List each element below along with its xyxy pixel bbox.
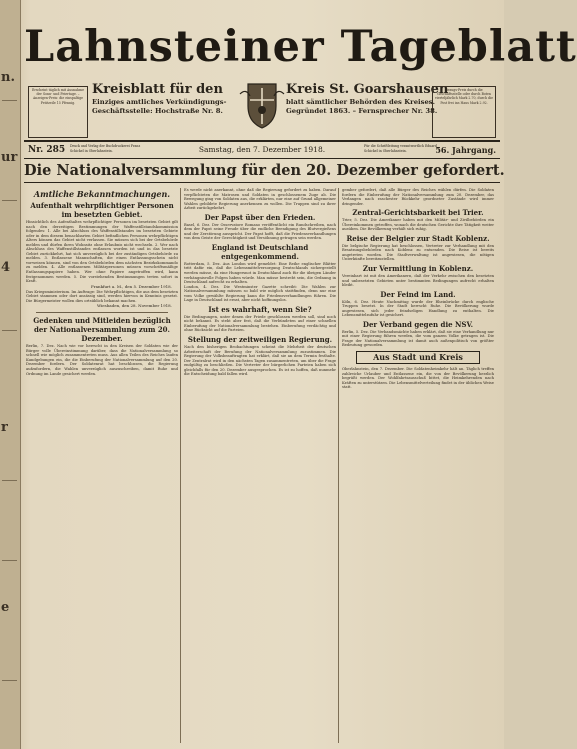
article-heading: Zur Vermittlung in Koblenz.: [362, 264, 474, 274]
article-body: Trier, 5. Dez. Die Amerikaner haben mit den Militär- und Zivilbehörden ein Übereinkommen getroffen, wonach die deutschen Gerichte ihre Tätigkeit weiter ausüben. Die Bevölkerung verhält sich ruhig.: [342, 218, 494, 232]
article-body: Das Kriegsministerium. Im Auftrage: Die Wehrpflichtigen, die aus dem besetzten Gebiet stammen oder dort ansässig sind, werden hiervon in Kenntnis gesetzt. Die Bürgermeister wollen dies ortsüblich bekannt machen.: [26, 289, 178, 303]
local-news-heading: Aus Stadt und Kreis: [356, 351, 480, 364]
subtitle-right-big: Kreis St. Goarshausen: [286, 82, 449, 97]
strip-glyph: ur: [1, 150, 18, 165]
editor-note: Für die Schriftleitung verantwortlich Eduard Schickel in Oberlahnstein.: [364, 144, 437, 153]
article-heading: Gedenken und Mitleiden bezüglich der Nationalversammlung zum 20. Dezember.: [33, 316, 171, 344]
article-body: Basel, 6. Dez. Der Osservatore Romano veröffentlicht ein Rundschreiben, nach dem der Papst seine Freude über die endliche Beendigung des Blutvergießens und der Zerstörung ausspricht. Der Papst hofft, daß die Friedensverhandlungen von dem Geiste der Gerechtigkeit und Versöhnung getragen sein werden.: [184, 222, 336, 241]
column-2: [184, 188, 336, 744]
article-body: Vereinbart ist mit den Amerikanern, daß der Verkehr zwischen den besetzten und unbesetzten Gebieten unter bestimmten Bedingungen aufrecht erhalten bleibt.: [342, 274, 494, 288]
article-heading: Zentral-Gerichtsbarkeit bei Trier.: [352, 208, 484, 218]
article-body: London, 4. Dez. Die Westminster Gazette schreibt: Die Wahlen zur Nationalversammlung müssen so bald wie möglich stattfinden, denn nur eine vom Volke gewählte Regierung kann die Friedensverhandlungen führen. Die Lage in Deutschland ist ernst, aber nicht hoffnungslos.: [184, 284, 336, 303]
article-heading: Der Papst über den Frieden.: [204, 212, 316, 222]
founded-phone: Gegründet 1863. – Fernsprecher Nr. 38.: [286, 107, 438, 115]
office-address: Geschäftsstelle: Hochstraße Nr. 8.: [92, 107, 223, 115]
article-signature: Frankfurt a. M., den 5. Dezember 1918.: [90, 283, 172, 289]
column-3: [342, 188, 494, 744]
masthead-subtitle: [24, 80, 500, 138]
strip-glyph: e: [1, 600, 10, 615]
issue-number: Nr. 285: [28, 145, 66, 155]
separator-rule: [36, 312, 168, 313]
section-heading: Amtliche Bekanntmachungen.: [33, 189, 171, 199]
article-heading: Stellung der zeitweiligen Regierung.: [187, 335, 333, 345]
article-heading: England ist Deutschland entgegenkommend.: [211, 242, 309, 261]
subscription-text-left: Erscheint täglich mit Ausnahme der Sonn- und Feiertage. – Anzeigen-Preis: die einspaltige Petitzeile 15 Pfennig.: [32, 88, 84, 105]
issue-info-bar: [24, 140, 500, 159]
article-heading: Der Feind im Land.: [380, 289, 456, 299]
article-body: Köln, 6. Dez. Heute Nachmittag wurde der Rheinbrücke durch englische Truppen besetzt. In der Stadt herrscht Ruhe. Die Bevölkerung wurde angewiesen, sich jeder feindseligen Handlung zu enthalten. Die Lebensmittelzufuhr ist gesichert.: [342, 299, 494, 318]
subscription-box-right: [432, 86, 496, 138]
article-body: Oberlahnstein, den 7. Dezember. Die Soldatenheimkehr hält an. Täglich treffen zahlreiche Urlauber und Entlassene ein, die von der Bevölkerung herzlich begrüßt werden. Der Wohlfahrtsausschuß bittet, die Heimkehrenden nach Kräften zu unterstützen. Die Lebensmittelverteilung findet in der üblichen Weise statt.: [342, 367, 494, 390]
subscription-text-right: Bezugs-Preis durch die Geschäftsstelle oder durch Boten vierteljährlich Mark 2.70, durch die Post frei ins Haus Mark 2.92.: [435, 88, 493, 105]
subtitle-left-big: Kreisblatt für den: [92, 82, 223, 97]
volume-year: 56. Jahrgang.: [435, 145, 496, 155]
column-divider: [180, 188, 181, 743]
strip-glyph: 4: [1, 260, 11, 275]
article-body: gember gefordert, daß alle Bürger des Reiches wählen dürfen. Die Soldaten fordern die Einberufung der Nationalversammlung zum 20. Dezember, das Verlangen nach raschester Rückkehr geordneter Zustände wird immer dringender.: [342, 188, 494, 206]
article-body: Die belgische Regierung hat beschlossen, Vertreter zur Verhandlung mit den Besatzungsbehörden nach Koblenz zu entsenden. Die Reise ist bereits angetreten worden. Die Stadtverwaltung ist angewiesen, die nötigen Unterkünfte bereitzustellen.: [342, 243, 494, 262]
article-body: Hinsichtlich des Aufenthaltes wehrpflichtiger Personen im besetzten Gebiet gilt nach den derzeitigen Bestimmungen der Waffenstillstandskommission folgendes: 1. Alle bei Abschluss des Waffenstillstandes im besetzten Gebiete oder in dem diesem benachbarten Gebiet befindlichen Personen wehrpflichtigen Alters können das Gebiet nicht verlassen. Sie müssen sich bei der Ortsbehörde melden und dürfen ihren Wohnsitz ohne Erlaubnis nicht wechseln. 2. Wer nach Abschluss des Waffenstillstandes entlassen worden ist und in das besetzte Gebiet zurückkehrt, hat sich unverzüglich bei der zuständigen Ortsbehörde zu melden. 3. Entlassene Mannschaften, die einen Entlassungsschein nicht vorweisen können, sind von den Ortsbehörden dem nächsten Bezirkskommando zu melden. 4. Alle entlassenen Militärpersonen müssen vorschriftsmäßige Entlassungspapiere haben. Wer ohne Papiere angetroffen wird, kann festgenommen werden. 5. Die vorstehenden Bestimmungen treten sofort in Kraft.: [26, 220, 178, 284]
issue-date: Samstag, den 7. Dezember 1918.: [198, 145, 326, 154]
masthead-title: Lahnsteiner Tageblatt: [24, 22, 577, 72]
article-body: Es werde nicht anerkannt, ohne daß die Regierung gefordert zu haben. Darauf verpflichteten die Matrosen und Soldaten in geschlossenem Zuge ab. Die Bewegung ging von Soldaten aus, die erklärten, nur eine auf Grund allgemeiner Wahlen gebildete Regierung anerkennen zu wollen. Die Truppen sind zu ihrer Arbeit zurückgekehrt.: [184, 188, 336, 211]
subtitle-left: [92, 82, 242, 116]
article-body: Berlin, 7. Dez. Nach wie vor herrscht in den Kreisen der Soldaten wie der Bürger volle Übereinstimmung darüber, dass die Nationalversammlung so schnell wie möglich zusammentreten muss. Aus allen Teilen des Reiches laufen Kundgebungen ein, die die Einberufung der Nationalversammlung auf den 20. Dezember fordern. Der Soldatenrat hat beschlossen, die Regierung aufzufordern, die Wahlen unverzüglich auszuschreiben, damit Ruhe und Ordnung im Lande gesichert werden.: [26, 344, 178, 376]
article-body: Rotterdam, 5. Dez. Aus London wird gemeldet: Eine Reihe englischer Blätter tritt dafür ein, daß die Lebensmittelversorgung Deutschlands sichergestellt werden müsse, da eine Hungersnot in Deutschland auch für die übrigen Länder verhängnisvolle Folgen haben würde. Man müsse bestrebt sein, die Ordnung in Deutschland aufrecht zu erhalten.: [184, 261, 336, 285]
adjacent-page-strip: [0, 0, 21, 749]
article-signature: Wiesbaden, den 28. November 1918.: [96, 303, 172, 309]
subtitle-right: [286, 82, 449, 116]
article-heading: Der Verband gegen die NSV.: [362, 319, 474, 329]
subtitle-left-small: Einziges amtliches Verkündigungs-: [92, 98, 227, 106]
subtitle-right-small: blatt sämtlicher Behörden des Kreises.: [286, 98, 435, 106]
column-1: [26, 188, 178, 744]
strip-glyph: n.: [1, 70, 15, 85]
article-heading: Reise der Belgier zur Stadt Koblenz.: [346, 233, 490, 243]
coat-of-arms-icon: [238, 80, 286, 130]
article-heading: Ist es wahrhaft, wenn Sie?: [208, 304, 312, 314]
article-heading: Aufenthalt wehrpflichtiger Personen im besetzten Gebiet.: [30, 201, 174, 219]
article-body: Berlin, 5. Dez. Die Verbandsmächte haben erklärt, daß sie eine Verhandlung nur mit einer Regierung führen werden, die vom ganzen Volke getragen ist. Die Frage der Nationalversammlung ist damit auch außenpolitisch von größter Bedeutung geworden.: [342, 329, 494, 348]
newspaper-sheet: [24, 0, 577, 749]
article-body: Nach den bisherigen Beobachtungen scheint die Mehrheit der deutschen Arbeiterschaft der Berufung der Nationalversammlung zuzustimmen. Die Regierung der Volksbeauftragten hat erklärt, daß sie an dem Termin festhalte. Der Zentralrat wird in den nächsten Tagen zusammentreten, um über die Frage endgültig zu beschließen. Die Vertreter der bürgerlichen Parteien haben sich gleichfalls für den 20. Dezember ausgesprochen. Es ist zu hoffen, daß nunmehr die Entscheidung bald fallen wird.: [184, 345, 336, 377]
article-body: Die Bedingungen, unter denen der Friede geschlossen werden soll, sind noch nicht bekannt. Es steht aber fest, daß die Verbündeten auf einer schnellen Einberufung der Nationalversammlung bestehen. Einberufung verdächtig und ohne Rücksicht auf die Parteien.: [184, 314, 336, 333]
main-headline: Die Nationalversammlung für den 20. Dezember gefordert.: [24, 160, 500, 183]
publisher-note: Druck und Verlag der Buchdruckerei Franz Schickel in Oberlahnstein.: [70, 144, 141, 153]
strip-glyph: r: [1, 420, 8, 435]
column-divider: [338, 188, 339, 743]
subscription-box-left: [28, 86, 88, 138]
